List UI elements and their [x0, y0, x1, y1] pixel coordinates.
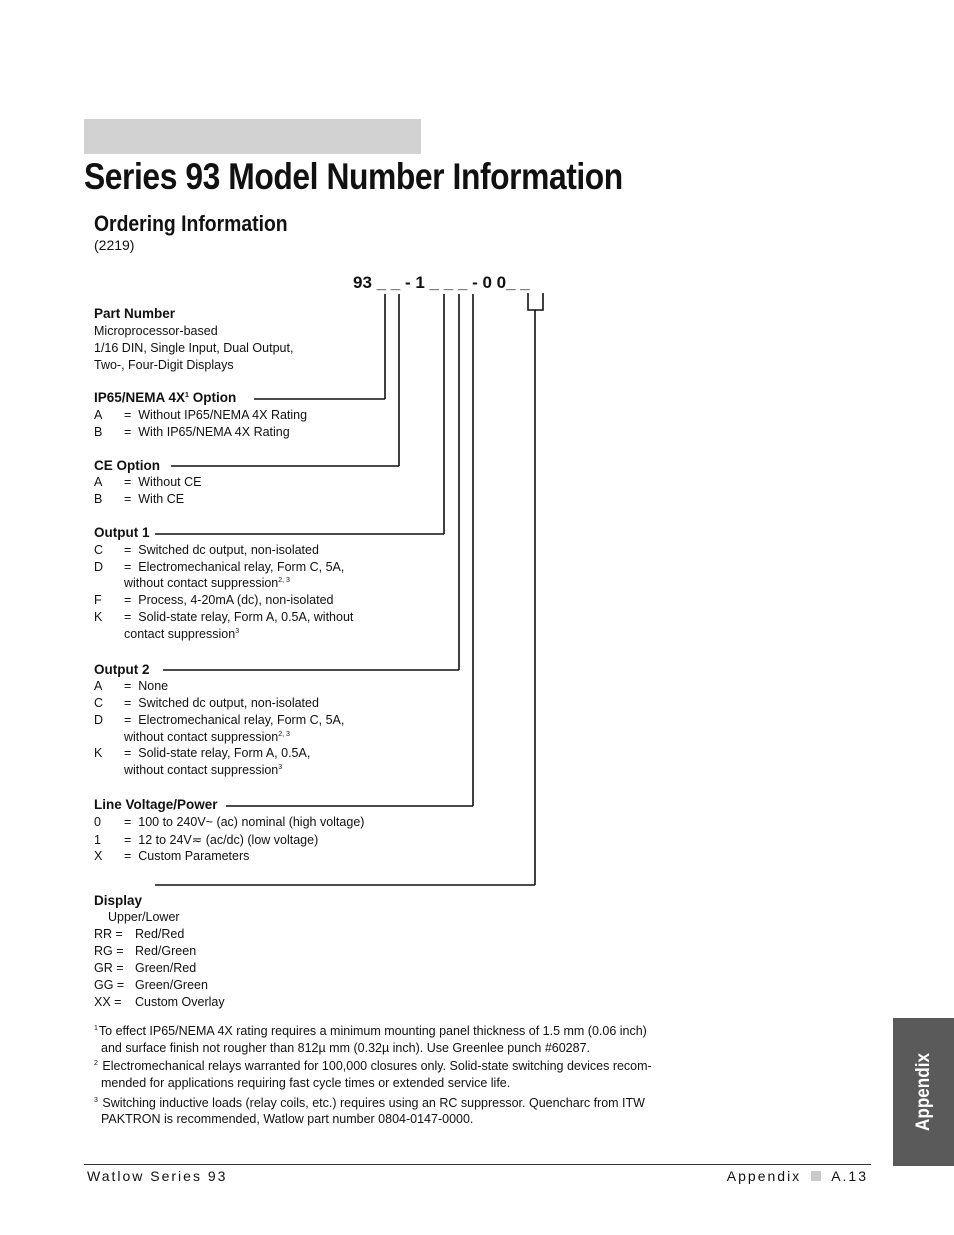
- option-row: B = With CE: [94, 492, 185, 506]
- option-row: F = Process, 4-20mA (dc), non-isolated: [94, 593, 334, 607]
- option-row-continued: contact suppression$^3$: [124, 627, 240, 641]
- footer-rule: [84, 1164, 871, 1165]
- option-row: A = Without CE: [94, 475, 202, 489]
- footer-page-number: A.13: [831, 1168, 868, 1184]
- footer-section: Appendix: [726, 1168, 802, 1184]
- option-row: 1 = 12 to 24V≂ (ac/dc) (low voltage): [94, 833, 319, 847]
- option-row-continued: without contact suppression$^3$: [124, 763, 283, 777]
- option-row: C = Switched dc output, non-isolated: [94, 543, 319, 557]
- option-row: GR = Green/Red: [94, 961, 197, 975]
- part-number-label: Part Number: [94, 306, 176, 321]
- option-row: RG = Red/Green: [94, 944, 197, 958]
- option-row-continued: without contact suppression$^{2, 3}$: [124, 730, 290, 744]
- part-number-line: Two-, Four-Digit Displays: [94, 358, 234, 372]
- option-row: A = None: [94, 679, 169, 693]
- option-row: D = Electromechanical relay, Form C, 5A,: [94, 713, 345, 727]
- display-subhead: Upper/Lower: [108, 910, 180, 924]
- footnote: $^1$To effect IP65/NEMA 4X rating requires a minimum mounting panel thickness of 1.5 mm (0.06 inch): [94, 1024, 647, 1038]
- ce-option-label: CE Option: [94, 458, 160, 473]
- footnote: $^2$ Electromechanical relays warranted for 100,000 closures only. Solid-state switching devices recom-: [94, 1059, 652, 1073]
- side-tab-label: Appendix: [912, 1053, 934, 1131]
- option-row: GG = Green/Green: [94, 978, 208, 992]
- option-row: K = Solid-state relay, Form A, 0.5A, without: [94, 610, 354, 624]
- footnote-continued: and surface finish not rougher than 812µ mm (0.32µ inch). Use Greenlee punch #60287.: [101, 1041, 591, 1055]
- side-tab-appendix: [893, 1018, 954, 1166]
- footnote-continued: PAKTRON is recommended, Watlow part number 0804-0147-0000.: [101, 1112, 474, 1126]
- option-row-continued: without contact suppression$^{2, 3}$: [124, 576, 290, 590]
- line-voltage-label: Line Voltage/Power: [94, 797, 218, 812]
- option-row: C = Switched dc output, non-isolated: [94, 696, 319, 710]
- option-row: A = Without IP65/NEMA 4X Rating: [94, 408, 308, 422]
- option-row: X = Custom Parameters: [94, 849, 250, 863]
- option-row: K = Solid-state relay, Form A, 0.5A,: [94, 746, 311, 760]
- footnote: $^3$ Switching inductive loads (relay coils, etc.) requires using an RC suppressor. Quencharc from ITW: [94, 1096, 645, 1110]
- option-row: B = With IP65/NEMA 4X Rating: [94, 425, 290, 439]
- section-code: (2219): [94, 237, 135, 253]
- option-row: RR = Red/Red: [94, 927, 185, 941]
- option-row: D = Electromechanical relay, Form C, 5A,: [94, 560, 345, 574]
- footnote-continued: mended for applications requiring fast cycle times or extended service life.: [101, 1076, 511, 1090]
- footer-page-ref: [727, 1168, 868, 1184]
- leader-display-bracket: [528, 293, 543, 310]
- part-number-line: 1/16 DIN, Single Input, Dual Output,: [94, 341, 294, 355]
- square-icon: [811, 1171, 821, 1181]
- ip65-option-label: IP65/NEMA $4X^1$ Option: [94, 390, 237, 405]
- option-row: XX = Custom Overlay: [94, 995, 225, 1009]
- page-title: Series 93 Model Number Information: [84, 156, 623, 197]
- output2-label: Output 2: [94, 662, 150, 677]
- model-number-template: 93 _ _ - 1 _ _ _ - 0 0_ _: [353, 273, 530, 292]
- section-title: Ordering Information: [94, 211, 288, 236]
- footer-doc-title: Watlow Series 93: [87, 1168, 228, 1184]
- output1-label: Output 1: [94, 525, 150, 540]
- part-number-line: Microprocessor-based: [94, 324, 218, 338]
- display-label: Display: [94, 893, 143, 908]
- option-row: 0 = 100 to 240V~ (ac) nominal (high voltage): [94, 815, 365, 829]
